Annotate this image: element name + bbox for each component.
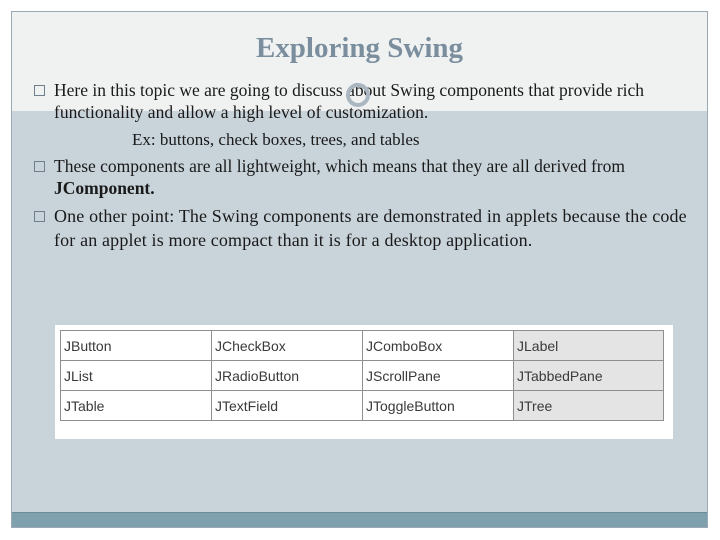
table-row xyxy=(61,391,664,421)
bullet-text: Here in this topic we are going to discuss about Swing components that provide rich functionality and allow a high level of customization. xyxy=(54,80,645,122)
bullet-text: One other point: The Swing components are demonstrated in applets because the code for an applet is more compact than it is for a desktop application. xyxy=(54,206,687,250)
table-cell: JLabel xyxy=(514,331,664,361)
table-cell: JCheckBox xyxy=(212,331,363,361)
bullet-bold-text: JComponent. xyxy=(54,178,155,198)
table-cell: JTabbedPane xyxy=(514,361,664,391)
table-cell: JList xyxy=(61,361,212,391)
bullet-box-icon xyxy=(34,161,45,172)
bottom-band xyxy=(12,512,707,527)
table-cell: JComboBox xyxy=(363,331,514,361)
bullet-box-icon xyxy=(34,85,45,96)
table-cell: JTextField xyxy=(212,391,363,421)
bullet-text: These components are all lightweight, which means that they are all derived from xyxy=(54,156,625,176)
slide-title: Exploring Swing xyxy=(255,32,464,64)
table-cell: JTable xyxy=(61,391,212,421)
components-table xyxy=(60,330,664,421)
table-row xyxy=(61,331,664,361)
slide xyxy=(11,11,708,528)
table-cell: JTree xyxy=(514,391,664,421)
ring-ornament-icon xyxy=(346,83,370,107)
table-cell: JButton xyxy=(61,331,212,361)
components-table-card xyxy=(55,325,673,439)
bullet-item xyxy=(34,155,694,199)
bullet-box-icon xyxy=(34,211,45,222)
table-cell: JRadioButton xyxy=(212,361,363,391)
table-cell: JScrollPane xyxy=(363,361,514,391)
bullet-example: Ex: buttons, check boxes, trees, and tables xyxy=(132,130,420,149)
bullet-item xyxy=(34,204,694,252)
table-cell: JToggleButton xyxy=(363,391,514,421)
table-row xyxy=(61,361,664,391)
